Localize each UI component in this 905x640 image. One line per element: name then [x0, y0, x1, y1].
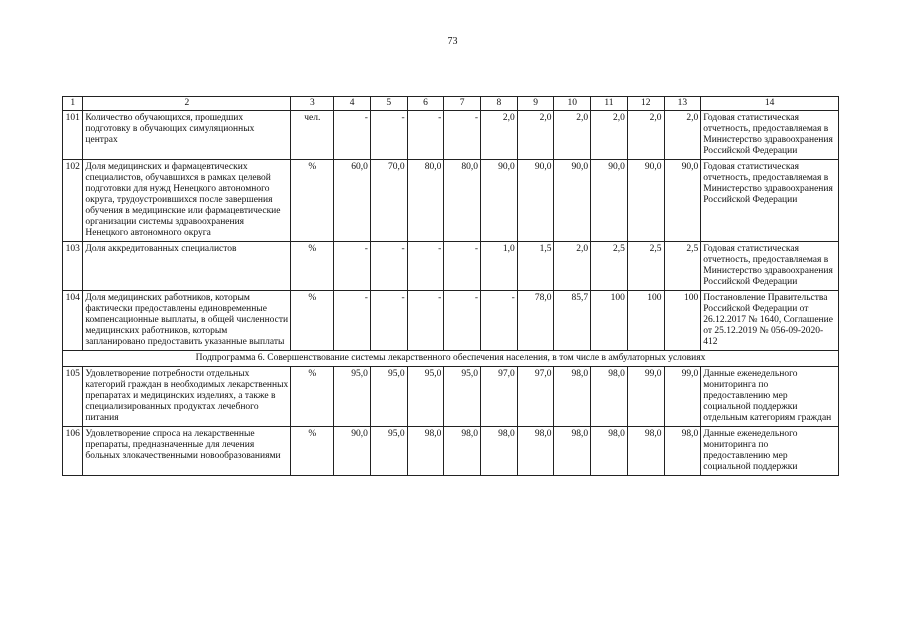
value-cell: 2,0: [554, 111, 591, 160]
value-cell: 97,0: [481, 367, 518, 427]
value-cell: 98,0: [407, 427, 444, 476]
column-header: 6: [407, 97, 444, 111]
row-number: 103: [63, 242, 83, 291]
column-header: 7: [444, 97, 481, 111]
column-header: 12: [627, 97, 664, 111]
indicator-name: Удовлетворение спроса на лекарственные препараты, предназначенные для лечения больных злокачественными новообразованиями: [83, 427, 291, 476]
value-cell: 90,0: [481, 160, 518, 242]
source-cell: Постановление Правительства Российской Федерации от 26.12.2017 № 1640, Соглашение от 25.12.2019 № 056-09-2020-412: [701, 291, 839, 351]
value-cell: 98,0: [591, 427, 628, 476]
row-number: 101: [63, 111, 83, 160]
unit-cell: %: [291, 367, 334, 427]
value-cell: 60,0: [334, 160, 371, 242]
value-cell: 98,0: [444, 427, 481, 476]
column-header: 9: [517, 97, 554, 111]
value-cell: 98,0: [627, 427, 664, 476]
value-cell: -: [444, 111, 481, 160]
section-title: Подпрограмма 6. Совершенствование системы лекарственного обеспечения населения, в том числе в амбулаторных условиях: [63, 351, 839, 367]
value-cell: -: [334, 242, 371, 291]
page-number: 73: [447, 36, 458, 47]
row-number: 106: [63, 427, 83, 476]
value-cell: 98,0: [517, 427, 554, 476]
column-header: 4: [334, 97, 371, 111]
value-cell: -: [370, 291, 407, 351]
source-cell: Данные еженедельного мониторинга по предоставлению мер социальной поддержки: [701, 427, 839, 476]
table-body-part-2: [63, 367, 839, 476]
column-header: 1: [63, 97, 83, 111]
indicator-name: Удовлетворение потребности отдельных категорий граждан в необходимых лекарственных препаратах и медицинских изделиях, а также в специализированных продуктах лечебного питания: [83, 367, 291, 427]
value-cell: 78,0: [517, 291, 554, 351]
table-row: [63, 291, 839, 351]
section-row: [63, 351, 839, 367]
value-cell: 95,0: [370, 427, 407, 476]
value-cell: 98,0: [481, 427, 518, 476]
value-cell: 2,0: [554, 242, 591, 291]
indicator-name: Доля медицинских работников, которым фактически предоставлены единовременные компенсационные выплаты, в общей численности медицинских работников, которым запланировано предоставить указанные выплаты: [83, 291, 291, 351]
value-cell: -: [334, 291, 371, 351]
table-row: [63, 427, 839, 476]
table-row: [63, 111, 839, 160]
unit-cell: %: [291, 160, 334, 242]
value-cell: -: [407, 111, 444, 160]
unit-cell: чел.: [291, 111, 334, 160]
value-cell: 2,0: [481, 111, 518, 160]
value-cell: 2,0: [627, 111, 664, 160]
table-row: [63, 367, 839, 427]
value-cell: 85,7: [554, 291, 591, 351]
value-cell: -: [407, 291, 444, 351]
value-cell: 98,0: [591, 367, 628, 427]
unit-cell: %: [291, 427, 334, 476]
value-cell: 100: [627, 291, 664, 351]
value-cell: 95,0: [334, 367, 371, 427]
value-cell: 2,5: [591, 242, 628, 291]
source-cell: Годовая статистическая отчетность, предоставляемая в Министерство здравоохранения Российской Федерации: [701, 111, 839, 160]
value-cell: 100: [664, 291, 701, 351]
column-header: 13: [664, 97, 701, 111]
value-cell: 2,5: [627, 242, 664, 291]
value-cell: 90,0: [334, 427, 371, 476]
value-cell: 90,0: [554, 160, 591, 242]
column-header: 3: [291, 97, 334, 111]
value-cell: -: [444, 242, 481, 291]
value-cell: 95,0: [444, 367, 481, 427]
value-cell: 80,0: [407, 160, 444, 242]
section-heading-body: [63, 351, 839, 367]
value-cell: 1,5: [517, 242, 554, 291]
value-cell: 90,0: [664, 160, 701, 242]
column-header: 8: [481, 97, 518, 111]
column-header: 14: [701, 97, 839, 111]
indicator-name: Количество обучающихся, прошедших подготовку в обучающих симуляционных центрах: [83, 111, 291, 160]
value-cell: 95,0: [407, 367, 444, 427]
value-cell: 1,0: [481, 242, 518, 291]
value-cell: 99,0: [627, 367, 664, 427]
source-cell: Годовая статистическая отчетность, предоставляемая в Министерство здравоохранения Российской Федерации: [701, 160, 839, 242]
value-cell: -: [444, 291, 481, 351]
value-cell: 2,0: [591, 111, 628, 160]
column-header: 2: [83, 97, 291, 111]
indicator-name: Доля медицинских и фармацевтических специалистов, обучавшихся в рамках целевой подготовки для нужд Ненецкого автономного округа, трудоустроившихся после завершения обучения в медицинские или фармацевтические организации системы здравоохранения Ненецкого автономного округа: [83, 160, 291, 242]
table-row: [63, 160, 839, 242]
row-number: 104: [63, 291, 83, 351]
row-number: 105: [63, 367, 83, 427]
value-cell: 80,0: [444, 160, 481, 242]
row-number: 102: [63, 160, 83, 242]
value-cell: -: [334, 111, 371, 160]
indicator-name: Доля аккредитованных специалистов: [83, 242, 291, 291]
value-cell: 2,5: [664, 242, 701, 291]
column-header: 11: [591, 97, 628, 111]
value-cell: 97,0: [517, 367, 554, 427]
source-cell: Данные еженедельного мониторинга по предоставлению мер социальной поддержки отдельным категориям граждан: [701, 367, 839, 427]
value-cell: 90,0: [591, 160, 628, 242]
value-cell: 70,0: [370, 160, 407, 242]
value-cell: -: [370, 242, 407, 291]
value-cell: 2,0: [517, 111, 554, 160]
column-header: 10: [554, 97, 591, 111]
value-cell: 98,0: [554, 367, 591, 427]
value-cell: 90,0: [517, 160, 554, 242]
value-cell: 90,0: [627, 160, 664, 242]
value-cell: 100: [591, 291, 628, 351]
value-cell: -: [481, 291, 518, 351]
unit-cell: %: [291, 291, 334, 351]
value-cell: 98,0: [664, 427, 701, 476]
value-cell: 99,0: [664, 367, 701, 427]
value-cell: -: [407, 242, 444, 291]
source-cell: Годовая статистическая отчетность, предоставляемая в Министерство здравоохранения Российской Федерации: [701, 242, 839, 291]
value-cell: 2,0: [664, 111, 701, 160]
column-header: 5: [370, 97, 407, 111]
header-row: [63, 97, 839, 111]
indicators-table: [62, 96, 839, 476]
unit-cell: %: [291, 242, 334, 291]
value-cell: 98,0: [554, 427, 591, 476]
value-cell: 95,0: [370, 367, 407, 427]
table-body-part-1: [63, 111, 839, 351]
table-row: [63, 242, 839, 291]
value-cell: -: [370, 111, 407, 160]
